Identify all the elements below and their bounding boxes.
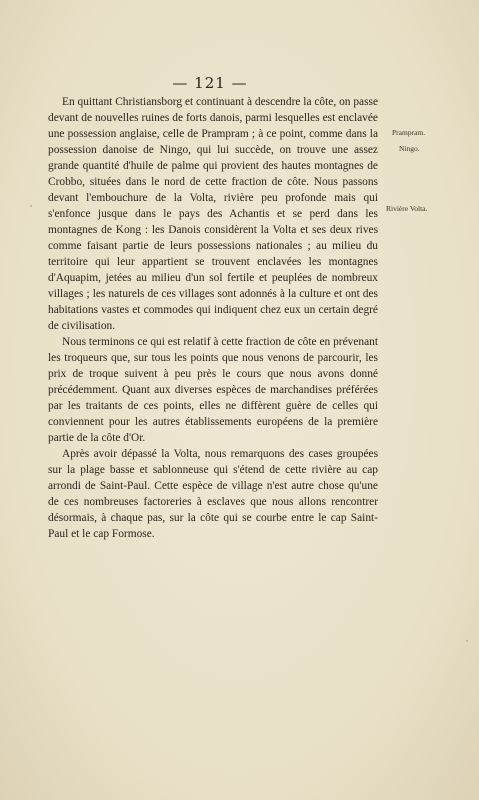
margin-note-prampram: Prampram. [392, 128, 426, 137]
paragraph-1: En quittant Christiansborg et continuant à descendre la côte, on passe devant de nouvelles ruines de forts danois, parmi lesquelles est enclavée une possession anglaise, celle de Prampram ; à ce point, comme dans la possession danoise de Ningo, qui lui succède, on trouve une assez grande quantité d'huile de palme qui provient des hautes montagnes de Crobbo, situées dans le nord de cette fraction de côte. Nous passons devant l'embouchure de la Volta, rivière peu profonde mais qui s'enfonce jusque dans le pays des Achantis et se perd dans les montagnes de Kong : les Danois considèrent la Volta et ses deux rives comme faisant partie de leurs possessions nationales ; au milieu du territoire qui leur appartient se trouvent enclavées les montagnes d'Aquapim, jetées au milieu d'un sol fertile et peuplées de nombreux villages ; les naturels de ces villages sont adonnés à la culture et ont des habitations vastes et commodes qui indiquent chez eux un certain degré de civilisation. [48, 96, 378, 332]
margin-note-riviere-volta: Rivière Volta. [386, 204, 428, 213]
paragraph-2: Nous terminons ce qui est relatif à cette fraction de côte en prévenant les troqueurs que, sur tous les points que nous venons de parcourir, les prix de troque suivent à peu près le cours que nous avons donné précédemment. Quant aux diverses espèces de marchandises préférées par les traitants de ces points, elles ne diffèrent guère de celles qui conviennent pour les autres établissements européens de la première partie de la côte d'Or. [48, 336, 378, 444]
page-number: — 121 — [172, 74, 248, 92]
paper-speck [30, 205, 32, 207]
margin-note-ningo: Ningo. [399, 144, 420, 153]
paragraph-3: Après avoir dépassé la Volta, nous remarquons des cases groupées sur la plage basse et sablonneuse qui s'étend de cette rivière au cap arrondi de Saint-Paul. Cette espèce de village n'est autre chose qu'une de ces nombreuses factoreries à esclaves que nous allons rencontrer désormais, à chaque pas, sur la côte qui se courbe entre le cap Saint-Paul et le cap Formose. [48, 448, 378, 540]
body-text [48, 94, 378, 542]
paper-speck [466, 640, 468, 642]
